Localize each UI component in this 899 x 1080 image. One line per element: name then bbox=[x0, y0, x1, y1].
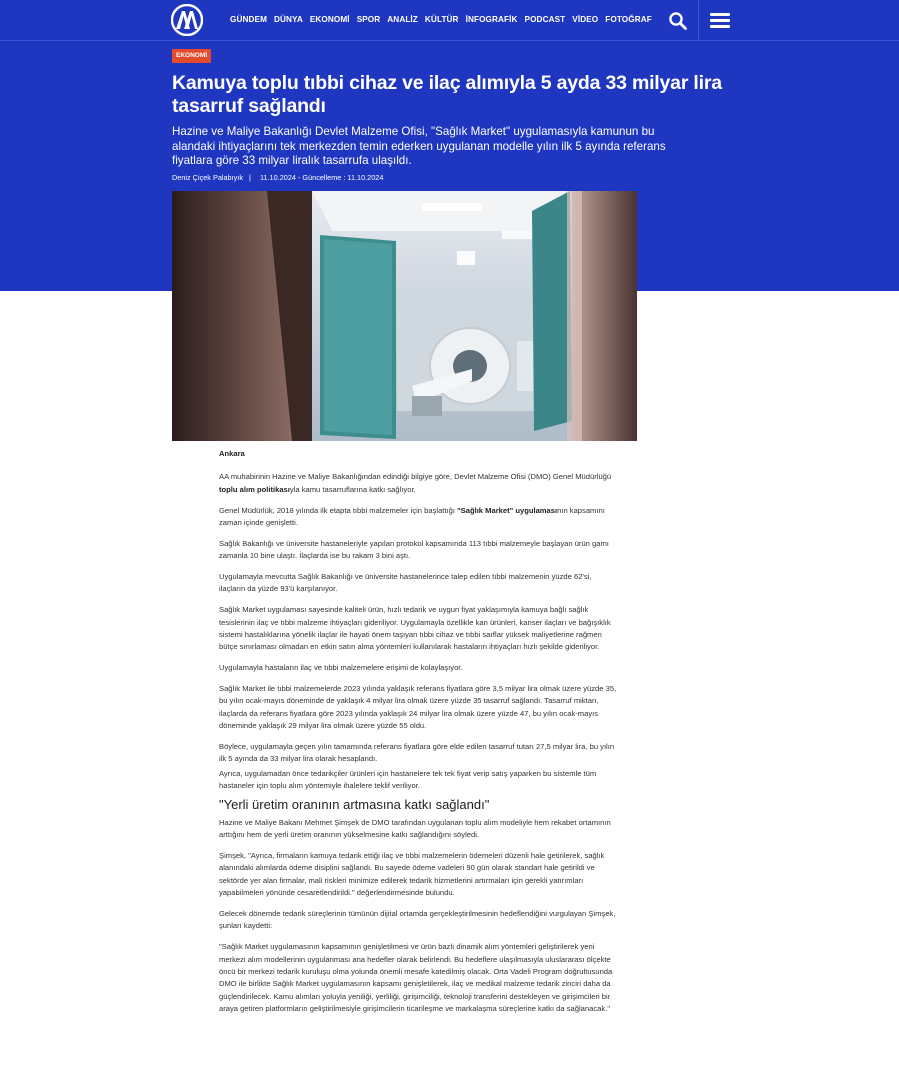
paragraph-7: Sağlık Market ile tıbbi malzemelerde 2023 yılında yaklaşık referans fiyatlara göre 3,5 milyar lira olmak üzere yüzde 35, bu yılın ocak-mayıs döneminde de yaklaşık 4 milyar lira olmak üzere yüzde 35 tasarruf sağlandı. Tasarruf miktarı, ilaçlarda da referans fiyatlara göre 2023 yılında yaklaşık 24 milyar lira olmak üzere yüzde 47, bu yılın ocak-mayıs döneminde yaklaşık 29 milyar lira olmak üzere yüzde 55 oldu. bbox=[219, 684, 617, 731]
paragraph-5: Sağlık Market uygulaması sayesinde kaliteli ürün, hızlı tedarik ve uygun fiyat yaklaşımıyla kamuya bağlı sağlık tesislerinin ilaç ve tıbbi malzeme ihtiyaçları gideriliyor. Uygulamayla özellikle kan ürünleri, kanser ilaçları ve bağışıklık sistemi hastalıklarına yönelik ilaçlar ile hayati önem taşıyan tıbbi cihaz ve tıbbi sarflar yüksek maliyetlerine rağmen bütçe sınırlaması olmadan en etkin satın alma yöntemleri kullanılarak hastaların ihtiyaçları hızlı şekilde gideriliyor. bbox=[219, 605, 611, 652]
nav-item-ekonomi[interactable]: EKONOMİ bbox=[309, 15, 350, 24]
search-icon[interactable] bbox=[668, 11, 688, 31]
paragraph-1: AA muhabirinin Hazine ve Maliye Bakanlığından edindiği bilgiye göre, Devlet Malzeme Ofisi (DMO) Genel Müdürlüğü toplu alım politikasıyla kamu tasarruflarına katkı sağlıyor. bbox=[219, 472, 612, 494]
article-subheading: "Yerli üretim oranının artmasına katkı sağlandı" bbox=[219, 796, 490, 812]
mri-room-illustration bbox=[172, 191, 637, 441]
article-photo bbox=[172, 191, 637, 441]
article-body bbox=[219, 448, 619, 1024]
paragraph-6: Uygulamayla hastaların ilaç ve tıbbi malzemelere erişimi de kolaylaşıyor. bbox=[219, 663, 463, 673]
nav-item-video[interactable]: VİDEO bbox=[572, 15, 599, 24]
bold-phrase: toplu alım politikası bbox=[219, 484, 290, 494]
dateline-place: Ankara bbox=[219, 449, 245, 458]
paragraph-3: Sağlık Bakanlığı ve üniversite hastaneleriyle yapılan protokol kapsamında 113 tıbbi malzemeyle başlayan ürün gamı zamanla 10 bine ulaştı. İlaçlarda ise bu rakam 3 bini aştı. bbox=[219, 538, 609, 561]
nav-item-dunya[interactable]: DÜNYA bbox=[274, 15, 303, 24]
aa-logo-icon[interactable] bbox=[171, 4, 203, 36]
paragraph-13: "Sağlık Market uygulamasının kapsamının genişletilmesi ve ürün bazlı dinamik alım yöntemleri geliştirilerek yeni merkezi alım modellerinin uygulanması ana hedefler olarak belirlendi. Bu hedeflere ulaşılmasıyla uluslararası ölçekte öncü bir merkezi tedarik kuruluşu olma yolunda önemli mesafe katedilmiş olacak. Orta Vadeli Program doğrultusunda DMO ile birlikte Sağlık Market uygulamasının kapsamı genişletilerek, ilaç ve medikal malzeme tedarik zinciri daha da güçlendirilecek. Kamu alımları yoluyla yeniliği, yerliliği, girişimciliği, teknoloji transferini destekleyen ve girişimcileri bir araya getiren platformların geliştirilmesiyle girişimcilerin ticarileşme ve markalaşma süreçlerine katkı da sağlanacak." bbox=[219, 942, 613, 1014]
nav-item-spor[interactable]: SPOR bbox=[356, 15, 381, 24]
nav-item-fotograf[interactable]: FOTOĞRAF bbox=[605, 15, 652, 24]
nav-item-infografik[interactable]: İNFOGRAFİK bbox=[465, 15, 518, 24]
nav-item-gundem[interactable]: GÜNDEM bbox=[230, 15, 267, 24]
paragraph-11: Şimşek, "Ayrıca, firmaların kamuya tedarik ettiği ilaç ve tıbbi malzemelerin ödemeleri düzenli hale getirilerek, sağlık alanındaki alımlarda ödeme disiplini sağlandı. Bu sayede ödeme vadeleri 90 gün olarak standart hale getirildi ve sektörde yer alan firmalar, mali riskleri minimize edilerek tedarik hizmetlerini artırmaları için gerekli yatırımları yapabilmeleri yönünde cesaretlendirildi." değerlendirmesinde bulundu. bbox=[219, 850, 605, 898]
paragraph-9: Ayrıca, uygulamadan önce tedarikçiler ürünleri için hastanelere tek tek fiyat verip satış yaparken bu sistemle tüm hastaneler için toplu alım yöntemiyle ihalelere teklif veriliyor. bbox=[219, 768, 597, 791]
meta-separator: | bbox=[249, 173, 251, 182]
article-meta bbox=[172, 173, 383, 183]
bold-phrase: "Sağlık Market" uygulaması bbox=[457, 505, 558, 515]
paragraph-12: Gelecek dönemde tedarik süreçlerinin tümünün dijital ortamda gerçekleştirilmesinin hedeflendiğini vurgulayan Şimşek, şunları kaydetti: bbox=[219, 908, 616, 931]
main-nav bbox=[230, 14, 659, 26]
publish-dates: 11.10.2024 - Güncelleme : 11.10.2024 bbox=[259, 173, 384, 182]
author-name[interactable]: Deniz Çiçek Palabıyık bbox=[172, 173, 243, 182]
paragraph-4: Uygulamayla mevcutta Sağlık Bakanlığı ve üniversite hastanelerince talep edilen tıbbi malzemenin yüzde 62'si, ilaçların da yüzde 93'ü karşılanıyor. bbox=[219, 572, 592, 594]
nav-item-analiz[interactable]: ANALİZ bbox=[387, 15, 418, 24]
category-badge[interactable]: EKONOMİ bbox=[172, 49, 211, 63]
nav-item-kultur[interactable]: KÜLTÜR bbox=[424, 15, 459, 24]
header-divider bbox=[698, 0, 699, 40]
paragraph-2: Genel Müdürlük, 2018 yılında ilk etapta tıbbi malzemeler için başlattığı "Sağlık Market" uygulamasının kapsamını zaman içinde genişletti. bbox=[219, 505, 605, 528]
article-title: Kamuya toplu tıbbi cihaz ve ilaç alımıyla 5 ayda 33 milyar lira tasarruf sağlandı bbox=[172, 72, 722, 117]
nav-item-podcast[interactable]: PODCAST bbox=[524, 15, 566, 24]
top-navigation-bar bbox=[0, 0, 899, 41]
hamburger-menu-icon[interactable] bbox=[710, 13, 730, 28]
paragraph-10: Hazine ve Maliye Bakanı Mehmet Şimşek de DMO tarafından uygulanan toplu alım modeliyle hem rekabet ortamının arttığını hem de yerli üretim oranının yükselmesine katkı sağlandığını söyledi. bbox=[219, 817, 611, 840]
paragraph-8: Böylece, uygulamayla geçen yılın tamamında referans fiyatlara göre elde edilen tasarruf tutarı 27,5 milyar lira, bu yılın ilk 5 ayında da 33 milyar lira olarak hesaplandı. bbox=[219, 742, 615, 764]
article-summary: Hazine ve Maliye Bakanlığı Devlet Malzeme Ofisi, "Sağlık Market" uygulamasıyla kamunun bu alandaki ihtiyaçlarını tek merkezden temin ederken uygulanan modelle yılın ilk 5 ayında referans fiyatlara göre 33 milyar liralık tasarrufa ulaşıldı. bbox=[172, 125, 666, 167]
